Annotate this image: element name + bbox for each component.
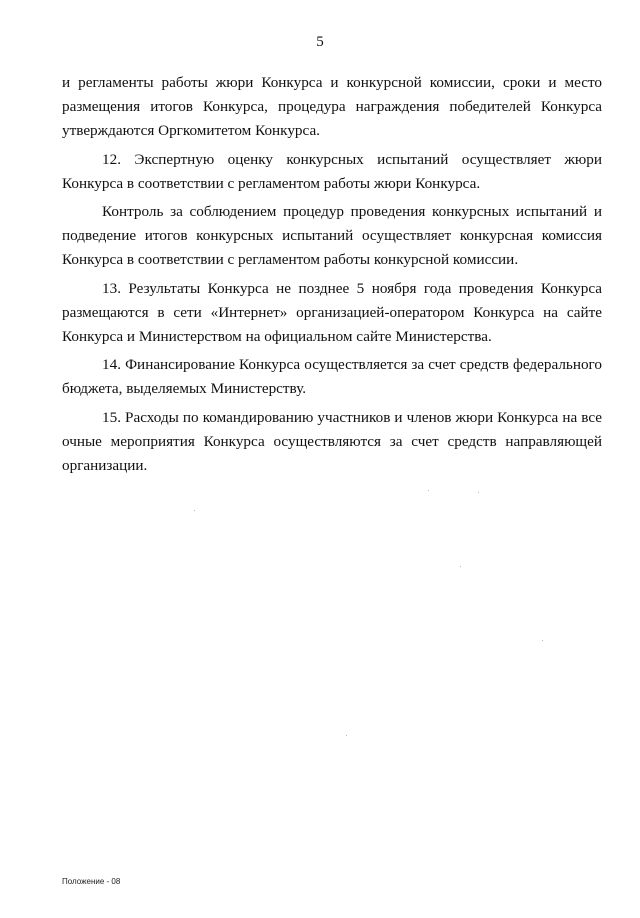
scan-speck [428,490,429,491]
document-body [62,71,602,482]
paragraph-control: Контроль за соблюдением процедур проведения конкурсных испытаний и подведение итогов конкурсных испытаний осуществляет конкурсная комиссия Конкурса в соответствии с регламентом работы конкурсной комиссии. [62,203,602,269]
paragraph-item-13: 13. Результаты Конкурса не позднее 5 ноября года проведения Конкурса размещаются в сети «Интернет» организацией-оператором Конкурса на сайте Конкурса и Министерством на официальном сайте Министерства. [62,279,602,346]
page-footer: Положение - 08 [62,877,121,886]
scan-speck [478,492,479,493]
scan-speck [460,566,461,567]
paragraph-continuation: и регламенты работы жюри Конкурса и конкурсной комиссии, сроки и место размещения итогов Конкурса, процедура награждения победителей Конкурса утверждаются Оргкомитетом Конкурса. [62,74,602,140]
scan-speck [346,735,347,736]
scan-speck [542,640,543,641]
page-number: 5 [316,34,324,50]
scan-speck [194,510,195,511]
paragraph-item-12: 12. Экспертную оценку конкурсных испытаний осуществляет жюри Конкурса в соответствии с регламентом работы жюри Конкурса. [62,150,602,192]
paragraph-item-14: 14. Финансирование Конкурса осуществляется за счет средств федерального бюджета, выделяемых Министерству. [62,356,602,398]
paragraph-item-15: 15. Расходы по командированию участников и членов жюри Конкурса на все очные мероприятия Конкурса осуществляются за счет средств направляющей организации. [62,408,602,475]
